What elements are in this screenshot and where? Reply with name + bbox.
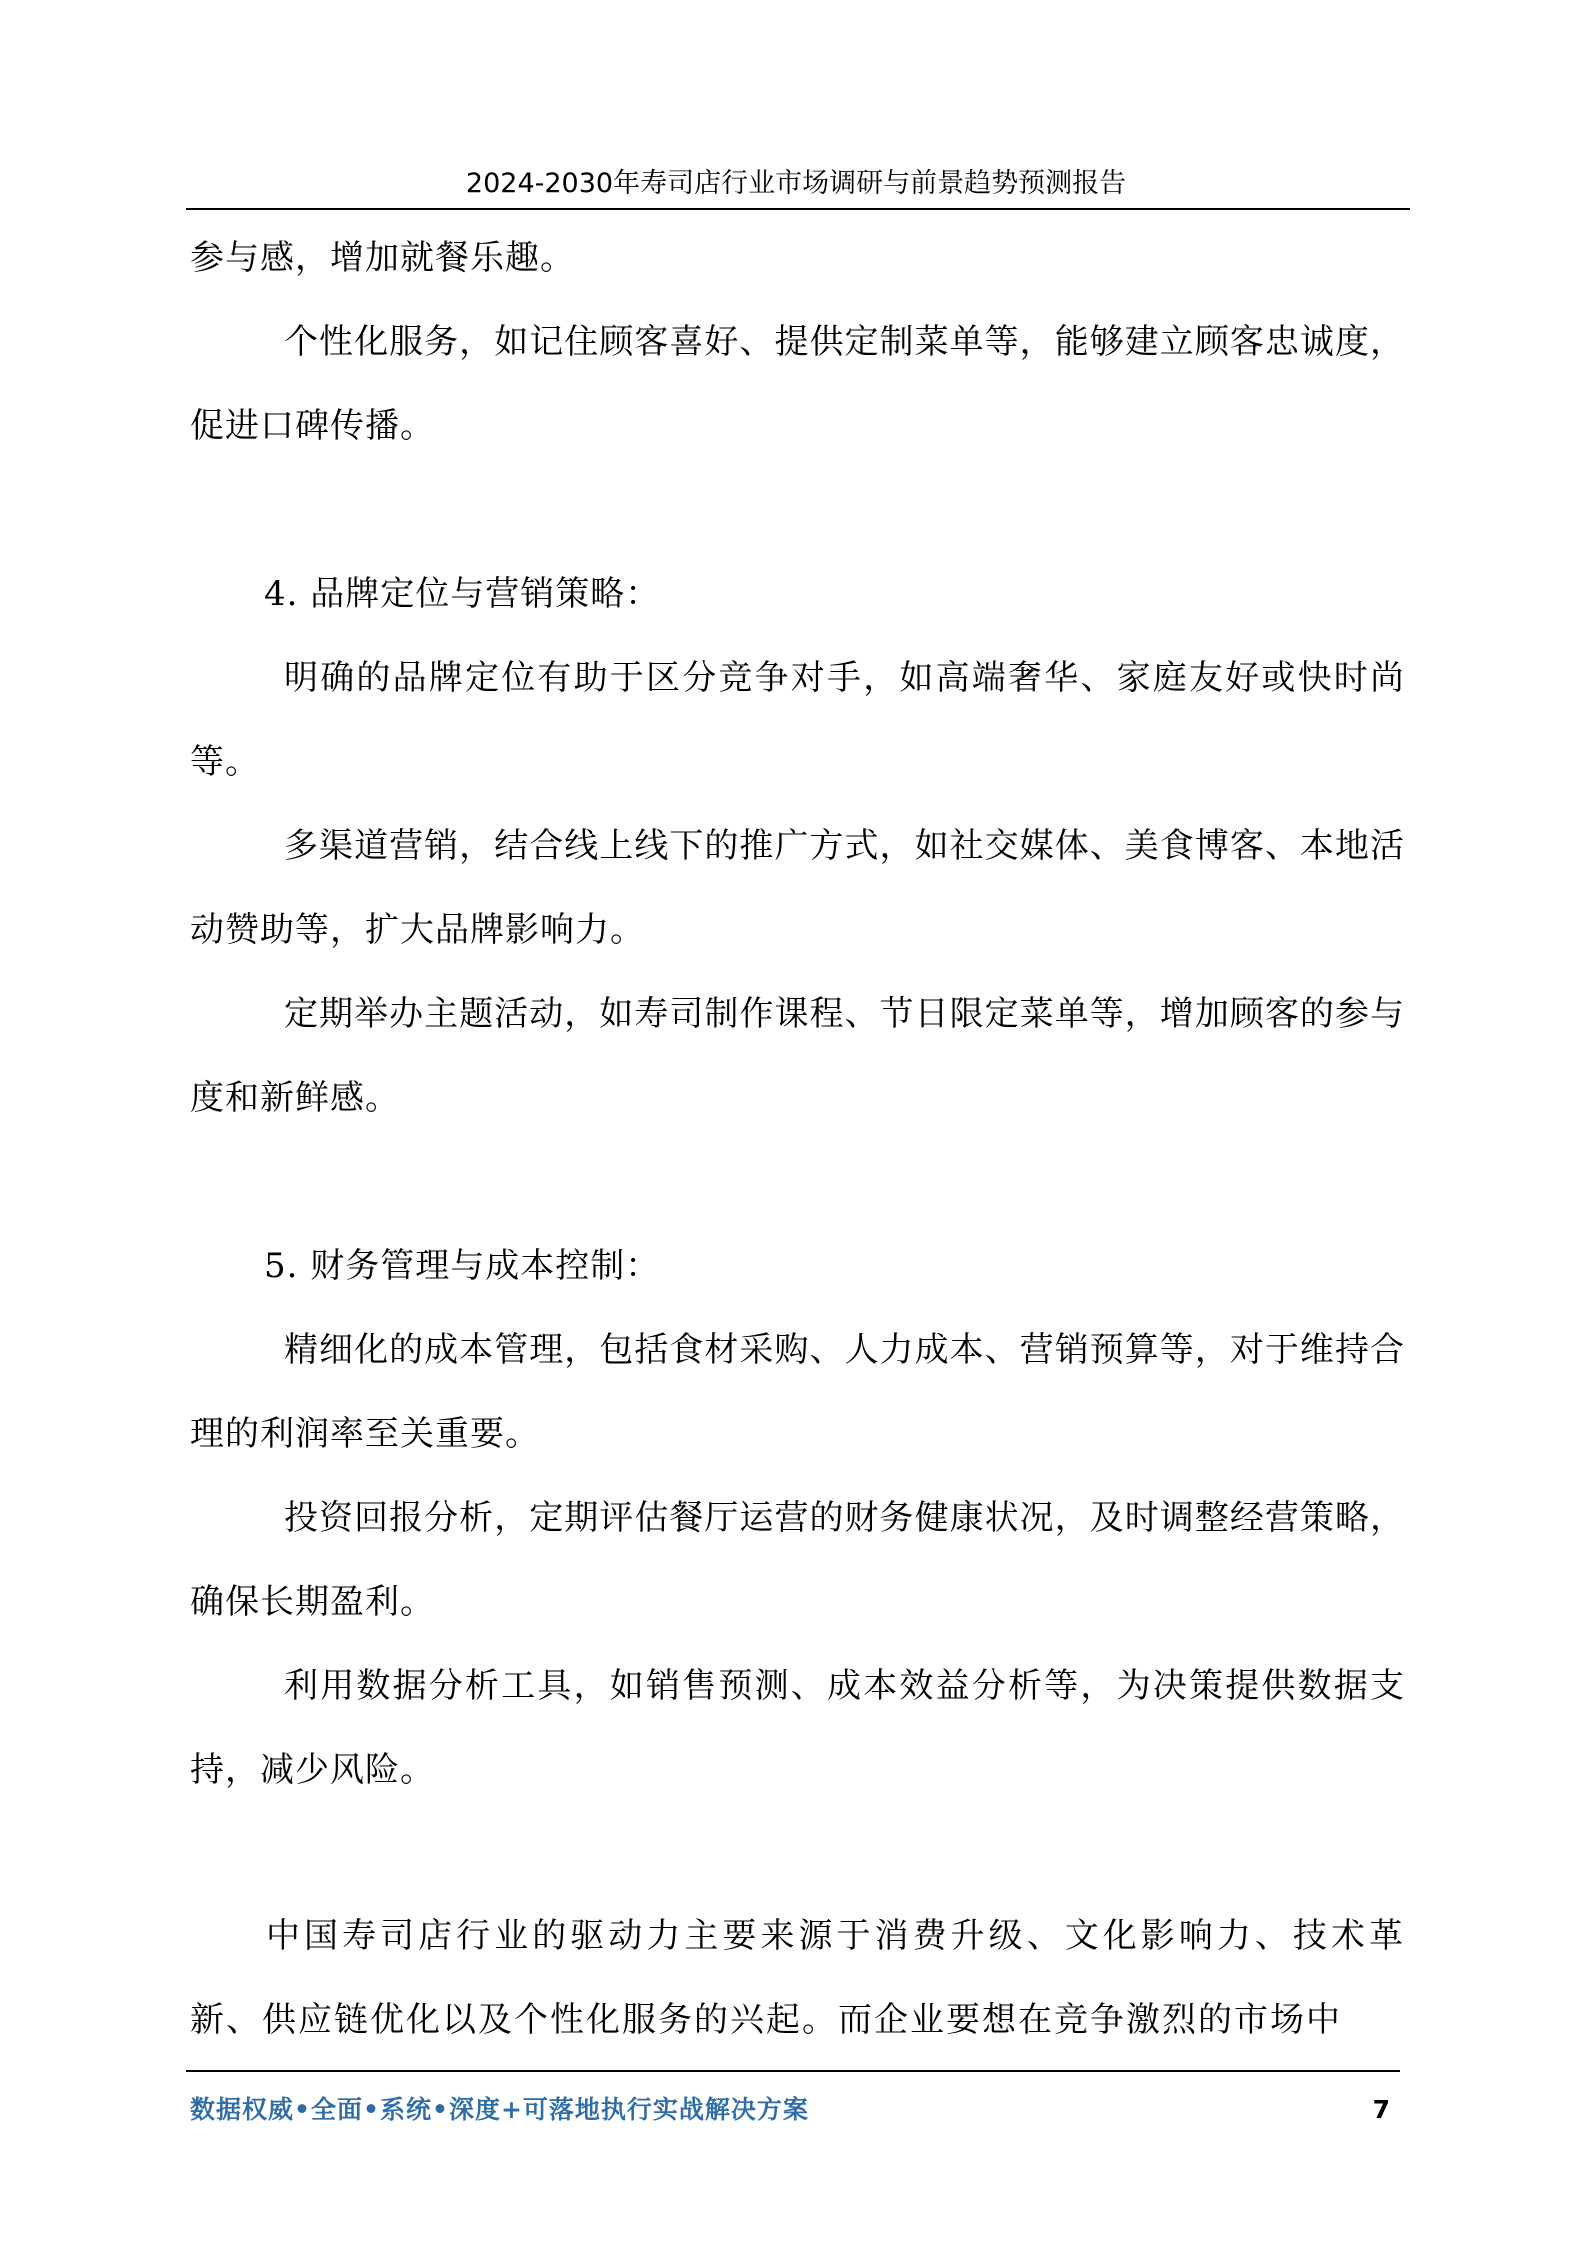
paragraph-continuation: 参与感，增加就餐乐趣。 [190,238,575,278]
page-number: 7 [1372,2095,1390,2124]
section-heading-brand-marketing: 4. 品牌定位与营销策略： [264,574,661,614]
report-title: 2024-2030年寿司店行业市场调研与前景趋势预测报告 [465,168,1127,199]
paragraph-multichannel-marketing: 多渠道营销，结合线上线下的推广方式，如社交媒体、美食博客、本地活动赞助等，扩大品牌影响力。 [190,826,1405,950]
paragraph-cost-management: 精细化的成本管理，包括食材采购、人力成本、营销预算等，对于维持合理的利润率至关重要。 [190,1330,1405,1454]
paragraph-industry-drivers: 中国寿司店行业的驱动力主要来源于消费升级、文化影响力、技术革新、供应链优化以及个性化服务的兴起。而企业要想在竞争激烈的市场中 [190,1916,1405,2040]
header-divider [186,208,1410,210]
paragraph-brand-positioning: 明确的品牌定位有助于区分竞争对手，如高端奢华、家庭友好或快时尚等。 [190,658,1405,782]
footer-divider [186,2070,1400,2072]
paragraph-themed-events: 定期举办主题活动，如寿司制作课程、节日限定菜单等，增加顾客的参与度和新鲜感。 [190,994,1405,1118]
paragraph-personalized-service: 个性化服务，如记住顾客喜好、提供定制菜单等，能够建立顾客忠诚度，促进口碑传播。 [190,322,1405,446]
section-heading-finance-cost: 5. 财务管理与成本控制： [264,1246,661,1286]
paragraph-roi-analysis: 投资回报分析，定期评估餐厅运营的财务健康状况，及时调整经营策略，确保长期盈利。 [190,1498,1405,1622]
paragraph-data-analysis: 利用数据分析工具，如销售预测、成本效益分析等，为决策提供数据支持，减少风险。 [190,1666,1405,1790]
footer-tagline: 数据权威•全面•系统•深度+可落地执行实战解决方案 [190,2095,809,2124]
